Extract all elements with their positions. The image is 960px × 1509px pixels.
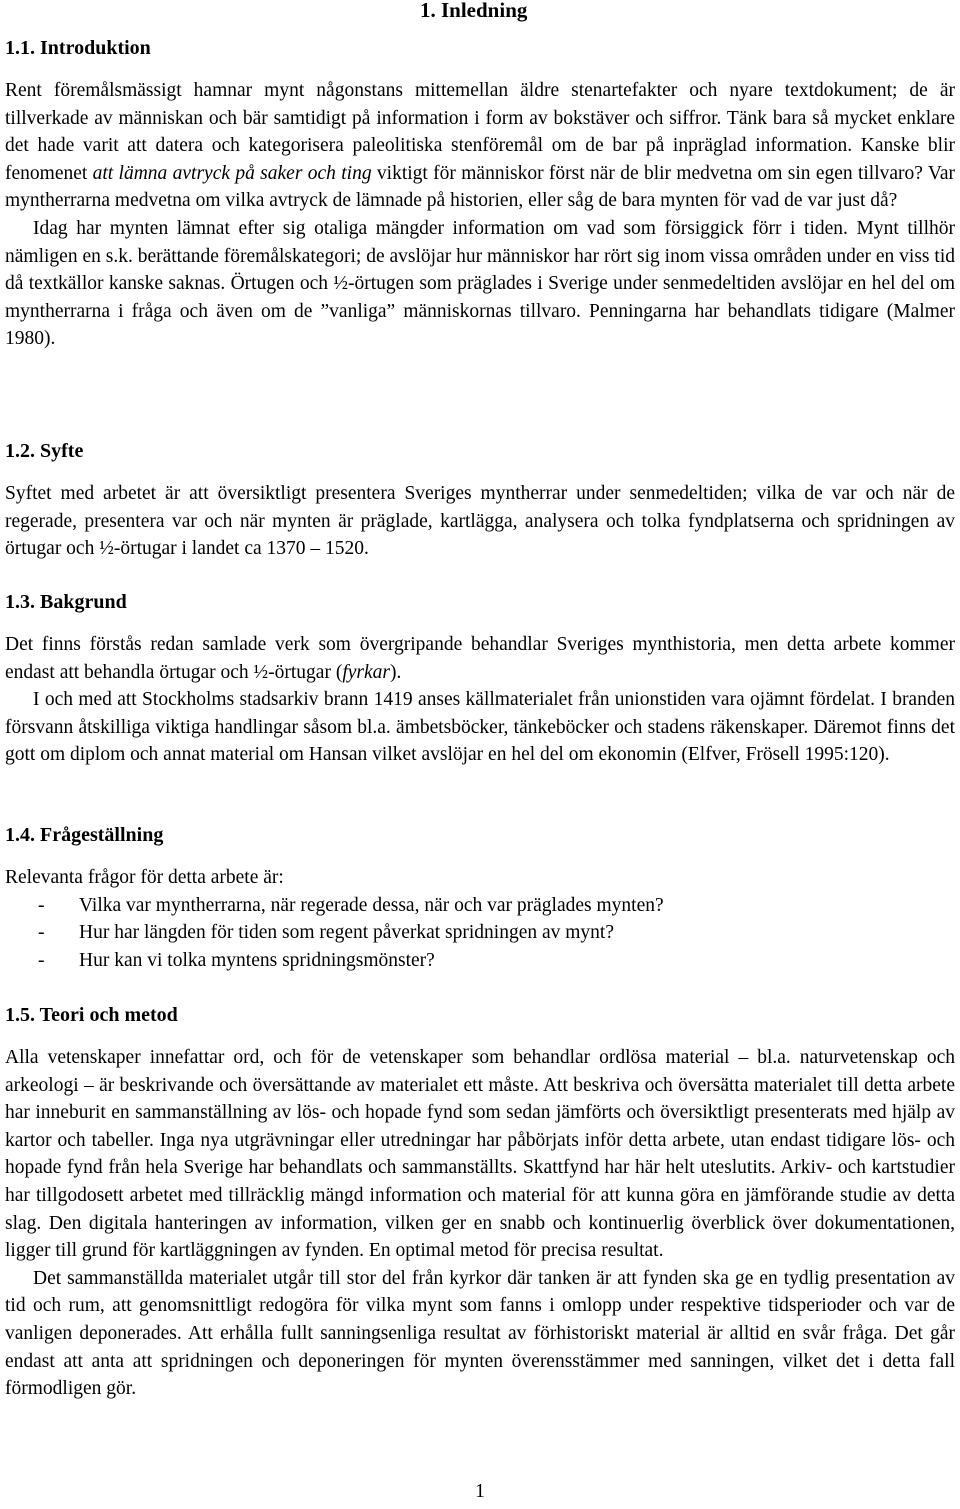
paragraph: Alla vetenskaper innefattar ord, och för de vetenskaper som behandlar ordlösa material – bl.a. naturvetenskap och arkeologi – är beskrivande och översättande av materialet ett måste. Att beskriva och översätta materialet till detta arbete har inneburit en sammanställning av lös- och hopade fynd som sedan jämförts och översiktligt presenterats med hjälp av kartor och tabeller. Inga nya utgrävningar eller utredningar har påbörjats inför detta arbete, utan endast tidigare lös- och hopade fynd från hela Sverige har behandlats och sammanställts. Skattfynd har här helt uteslutits. Arkiv- och kartstudier har tillgodosett arbetet med tillräcklig mängd information och material för att kunna göra en jämförande studie av detta slag. Den digitala hanteringen av information, vilken ger en snabb och kontinuerlig överblick över dokumentationen, ligger till grund för kartläggningen av fynden. En optimal metod för precisa resultat. bbox=[5, 1047, 955, 1262]
section-syfte bbox=[5, 438, 955, 563]
paragraph: Det sammanställda materialet utgår till stor del från kyrkor där tanken är att fynden ska ge en tydlig presentation av tid och rum, att genomsnittligt redogöra för vilka mynt som fanns i omlopp under respektive tidsperioder och var de vanligen deponerades. Att erhålla fullt sanningsenliga resultat av förhistoriskt material är alltid en svår fråga. Det går endast att anta att spridningen och deponeringen för mynten överensstämmer med sanningen, vilket det i detta fall förmodligen gör. bbox=[5, 1267, 955, 1400]
section-heading: 1.1. Introduktion bbox=[5, 37, 151, 59]
paragraph: Rent föremålsmässigt hamnar mynt någonstans mittemellan äldre stenartefakter och nyare textdokument; de är tillverkade av människan och bär samtidigt på information i form av bokstäver och siffror. Tänk bara så mycket enklare det hade varit att datera och kategorisera paleolitiska stenföremål om de bar på inpräglad information. Kanske blir fenomenet att lämna avtryck på saker och ting viktigt för människor först när de blir medvetna om sin egen tillvaro? Var myntherrarna medvetna om vilka avtryck de lämnade på historien, eller såg de bara mynten för vad de var just då? bbox=[5, 80, 955, 212]
paragraph: Syftet med arbetet är att översiktligt presentera Sveriges myntherrar under senmedeltiden; vilka de var och när de regerade, presentera var och när mynten är präglade, kartlägga, analysera och tolka fyndplatserna och spridningen av örtugar och ½-örtugar i landet ca 1370 – 1520. bbox=[5, 483, 955, 560]
page-number: 1 bbox=[475, 1481, 485, 1502]
paragraph: Relevanta frågor för detta arbete är: bbox=[5, 867, 284, 888]
paragraph: I och med att Stockholms stadsarkiv brann 1419 anses källmaterialet från unionstiden vara ojämnt fördelat. I branden försvann åtskilliga viktiga handlingar såsom bl.a. ämbetsböcker, tänkeböcker och stadens räkenskaper. Däremot finns det gott om diplom och annat material om Hansan vilket avslöjar en hel del om ekonomin (Elfver, Frösell 1995:120). bbox=[5, 689, 955, 766]
section-teori-och-metod bbox=[5, 1002, 955, 1403]
paragraph: Idag har mynten lämnat efter sig otaliga mängder information om vad som försiggick förr i tiden. Mynt tillhör nämligen en s.k. berättande föremålskategori; de avslöjar hur människor har rört sig inom vissa områden under en viss tid då textkällor kanske saknas. Örtugen och ½-örtugen som präglades i Sverige under senmedeltiden avslöjar en hel del om myntherrarna i fråga och även om de ”vanliga” människornas tillvaro. Penningarna har behandlats tidigare (Malmer 1980). bbox=[5, 217, 955, 350]
section-heading: 1.4. Frågeställning bbox=[5, 824, 164, 846]
question-list bbox=[5, 892, 955, 975]
emphasis-text: att lämna avtryck på saker och ting bbox=[92, 162, 372, 184]
list-item: - Hur kan vi tolka myntens spridningsmönster? bbox=[38, 947, 955, 975]
section-bakgrund bbox=[5, 589, 955, 769]
section-heading: 1.2. Syfte bbox=[5, 440, 84, 462]
section-heading: 1.3. Bakgrund bbox=[5, 591, 127, 613]
emphasis-text: fyrkar bbox=[342, 661, 390, 683]
section-introduktion bbox=[5, 35, 955, 353]
section-heading: 1.5. Teori och metod bbox=[5, 1004, 178, 1026]
list-item: - Hur har längden för tiden som regent påverkat spridningen av mynt? bbox=[38, 919, 955, 947]
section-fragestallning bbox=[5, 822, 955, 974]
list-item: - Vilka var myntherrarna, när regerade dessa, när och var präglades mynten? bbox=[38, 892, 955, 920]
paragraph: Det finns förstås redan samlade verk som övergripande behandlar Sveriges mynthistoria, men detta arbete kommer endast att behandla örtugar och ½-örtugar (fyrkar). bbox=[5, 634, 955, 683]
chapter-title: 1. Inledning bbox=[420, 0, 528, 22]
